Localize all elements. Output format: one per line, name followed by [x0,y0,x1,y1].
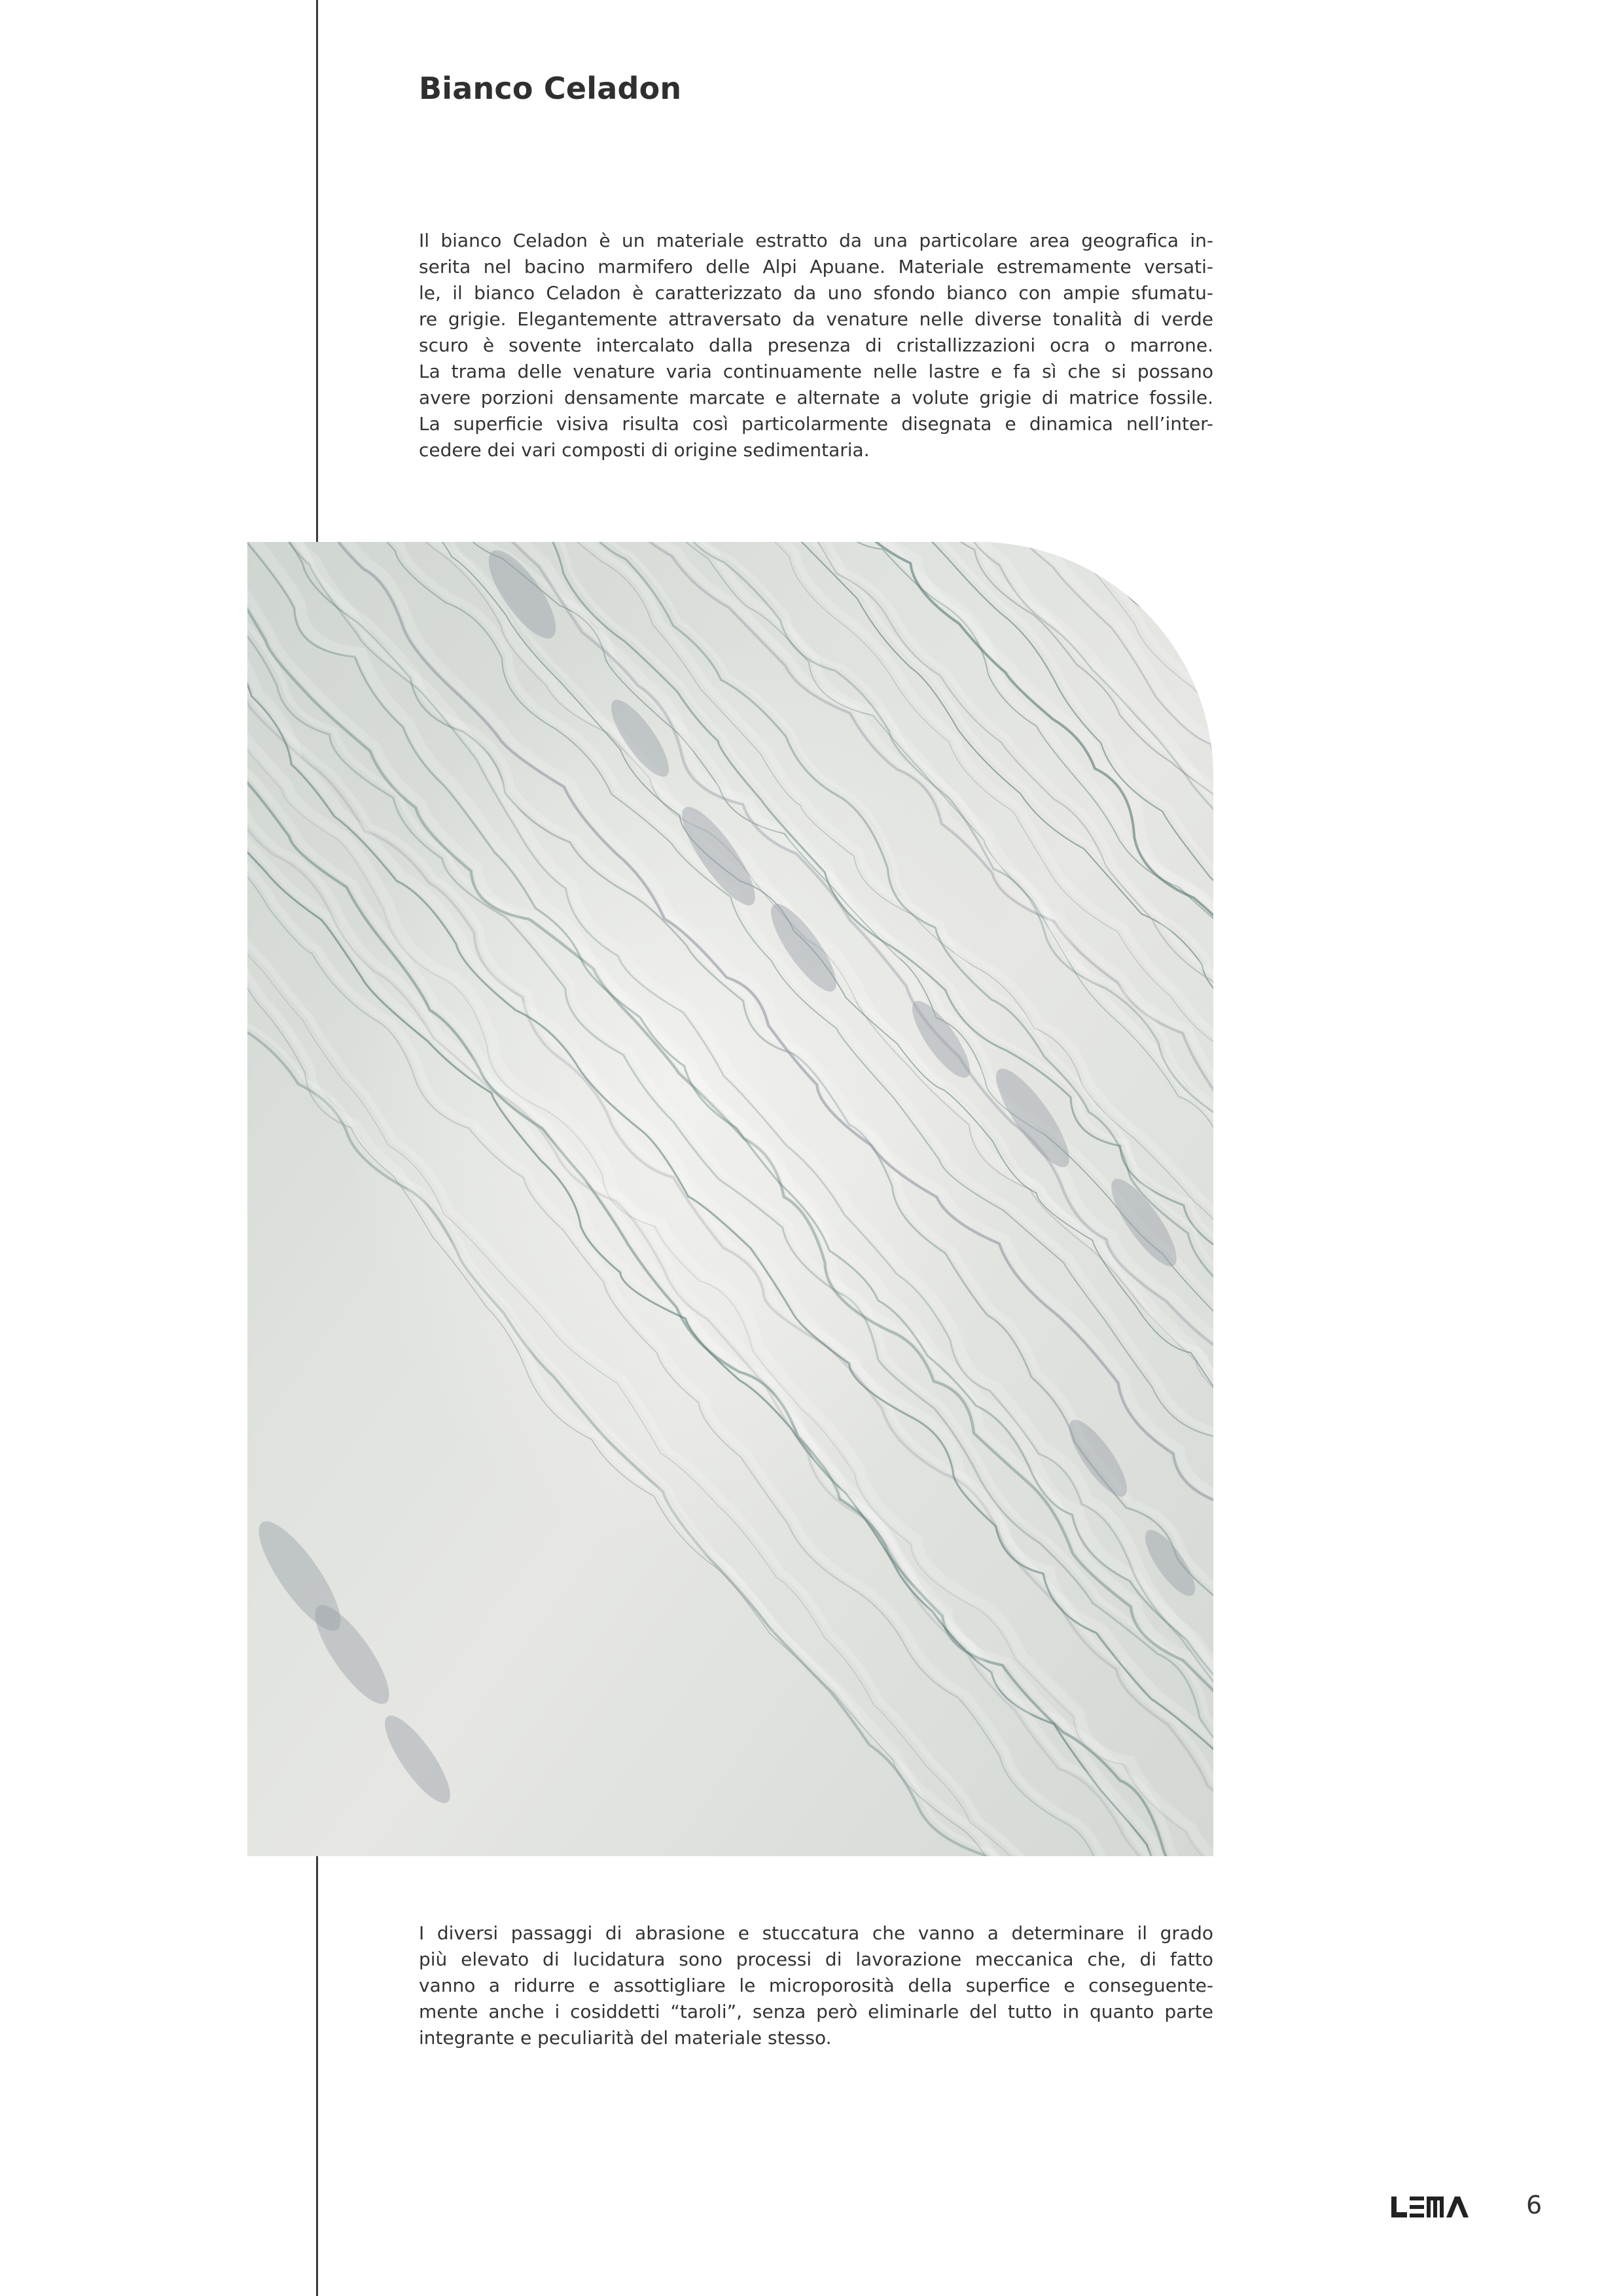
intro-line: le, il bianco Celadon è caratterizzato da uno sfondo bianco con ampie sfumatu- [419,282,1213,304]
intro-paragraph [419,228,1213,463]
closing-paragraph [419,1920,1213,2051]
closing-line: integrante e peculiarità del materiale stesso. [419,2027,832,2049]
intro-line: scuro è sovente intercalato dalla presenza di cristallizzazioni ocra o marrone. [419,334,1213,356]
intro-line: re grigie. Elegantemente attraversato da venature nelle diverse tonalità di verde [419,308,1213,330]
closing-line: I diversi passaggi di abrasione e stuccatura che vanno a determinare il grado [419,1922,1213,1944]
closing-line: mente anche i cosiddetti “taroli”, senza però eliminarle del tutto in quanto parte [419,2001,1213,2022]
intro-line: La superficie visiva risulta così particolarmente disegnata e dinamica nell’inter- [419,413,1213,435]
marble-vein [1200,542,1213,636]
lema-logo [1391,2195,1470,2219]
marble-sample-image [247,542,1213,1856]
intro-line: cedere dei vari composti di origine sedimentaria. [419,439,870,461]
intro-line: serita nel bacino marmifero delle Alpi Apuane. Materiale estremamente versati- [419,256,1213,278]
page-title: Bianco Celadon [419,71,682,106]
closing-line: vanno a ridurre e assottigliare le microporosità della superfice e conseguente- [419,1975,1213,1996]
intro-line: Il bianco Celadon è un materiale estratto da una particolare area geografica in- [419,230,1213,251]
closing-line: più elevato di lucidatura sono processi di lavorazione meccanica che, di fatto [419,1948,1213,1970]
marble-highlight [1207,542,1213,632]
page-number: 6 [1526,2191,1543,2219]
intro-line: La trama delle venature varia continuamente nelle lastre e fa sì che si possano [419,361,1213,382]
intro-line: avere porzioni densamente marcate e alternate a volute grigie di matrice fossile. [419,387,1213,408]
